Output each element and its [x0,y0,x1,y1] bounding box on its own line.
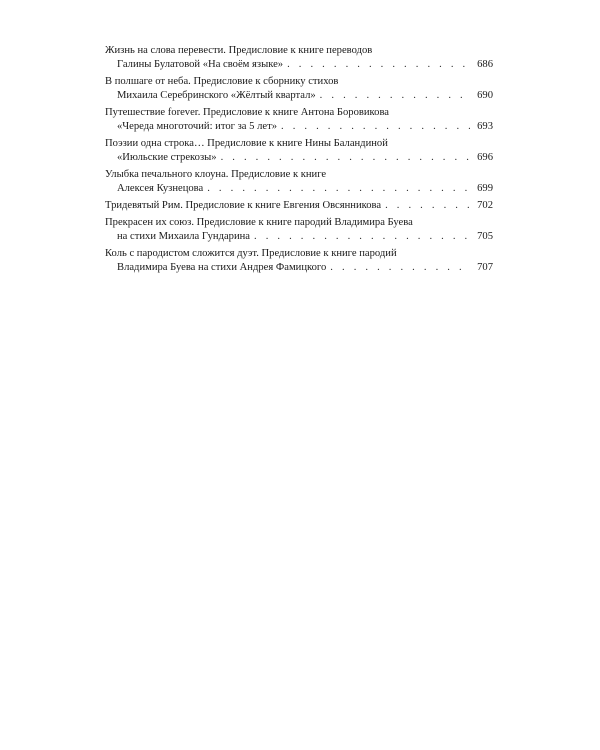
toc-entry-last-line [105,261,493,275]
dot-leader [330,261,470,275]
toc-entry-title-line: Прекрасен их союз. Предисловие к книге пародий Владимира Буева [105,217,413,228]
page-number: 707 [477,262,493,273]
toc-entry-last-line [105,230,493,244]
toc-entry-title-line: В полшаге от неба. Предисловие к сборнику стихов [105,76,339,87]
toc-entry-title-end: Тридевятый Рим. Предисловие к книге Евгения Овсянникова [105,200,382,211]
toc-entry-title-end: Галины Булатовой «На своём языке» [117,59,284,70]
page-number: 690 [477,90,493,101]
toc-entry-last-line [105,120,493,134]
toc-entry-last-line [105,151,493,165]
toc-entry-last-line [105,89,493,103]
toc-entry-title-end: «Череда многоточий: итог за 5 лет» [117,121,278,132]
toc-entry-title-end: на стихи Михаила Гундарина [117,231,251,242]
dot-leader [254,230,470,244]
dot-leader [287,58,470,72]
table-of-contents [105,44,493,278]
toc-entry-last-line [105,199,493,213]
toc-entry-title-end: Владимира Буева на стихи Андрея Фамицкого [117,262,327,273]
toc-entry-last-line [105,182,493,196]
toc-entry [105,216,493,244]
toc-entry [105,75,493,103]
dot-leader [207,182,470,196]
dot-leader [221,151,470,165]
page-number: 686 [477,59,493,70]
toc-entry-title-line: Жизнь на слова перевести. Предисловие к книге переводов [105,45,373,56]
dot-leader [320,89,470,103]
toc-entry [105,199,493,213]
toc-entry-title-end: Алексея Кузнецова [117,183,204,194]
toc-entry-title-line: Коль с пародистом сложится дуэт. Предисловие к книге пародий [105,248,397,259]
toc-entry-title-line: Поэзии одна строка… Предисловие к книге Нины Баландиной [105,138,388,149]
page-number: 705 [477,231,493,242]
toc-entry [105,106,493,134]
toc-entry-last-line [105,58,493,72]
toc-entry [105,44,493,72]
toc-entry [105,137,493,165]
toc-entry [105,247,493,275]
page-number: 702 [477,200,493,211]
page-number: 699 [477,183,493,194]
toc-entry-title-line: Путешествие forever. Предисловие к книге Антона Боровикова [105,107,390,118]
toc-entry-title-end: «Июльские стрекозы» [117,152,217,163]
dot-leader [281,120,470,134]
toc-entry-title-line: Улыбка печального клоуна. Предисловие к книге [105,169,327,180]
toc-entry-title-end: Михаила Серебринского «Жёлтый квартал» [117,90,316,101]
dot-leader [385,199,470,213]
page-number: 696 [477,152,493,163]
toc-entry [105,168,493,196]
page-number: 693 [477,121,493,132]
